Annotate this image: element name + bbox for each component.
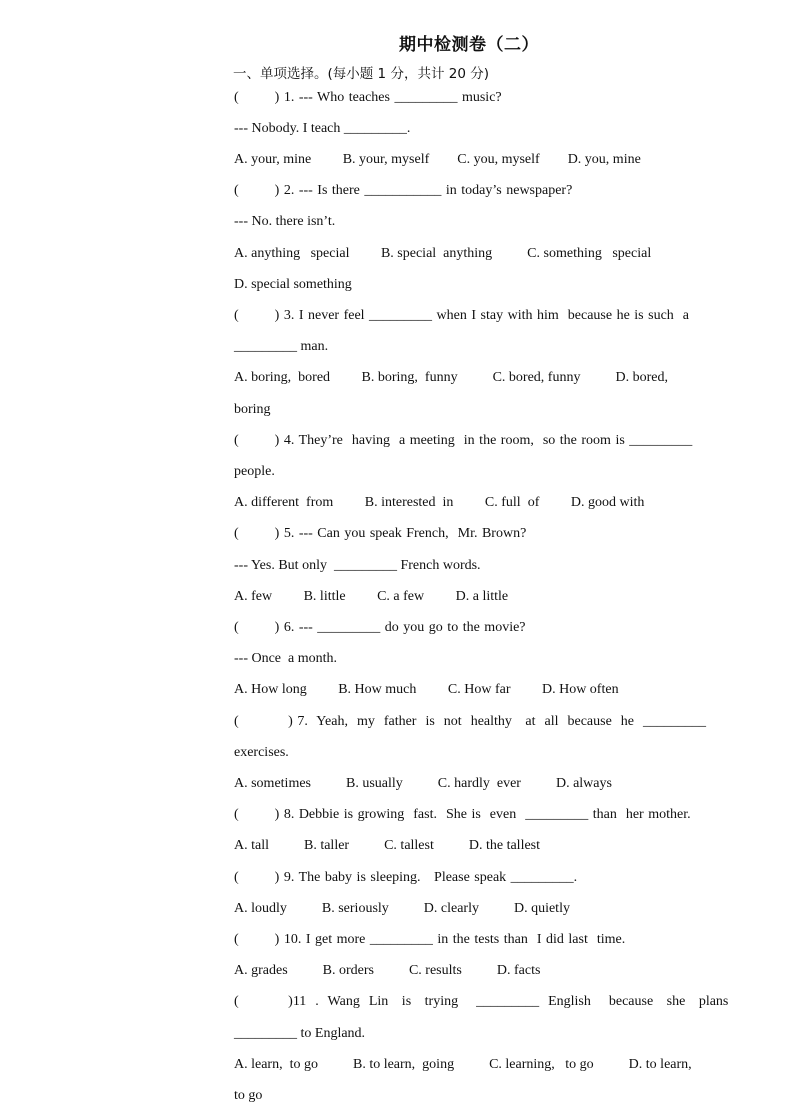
question-9-stem: ( ) 9. The baby is sleeping. Please speak _________. (234, 870, 578, 885)
question-8-stem: ( ) 8. Debbie is growing fast. She is even _________ than her mother. (234, 807, 691, 822)
question-3-options: A. boring, bored B. boring, funny C. bored, funny D. bored, (234, 370, 668, 385)
question-6-stem: ( ) 6. --- _________ do you go to the movie? (234, 620, 526, 635)
question-3-options-cont: boring (234, 402, 271, 417)
question-4-stem: ( ) 4. They’re having a meeting in the room, so the room is _________ (234, 433, 693, 448)
question-11-options: A. learn, to go B. to learn, going C. learning, to go D. to learn, (234, 1057, 692, 1072)
question-6-options: A. How long B. How much C. How far D. How often (234, 682, 619, 697)
question-4-options: A. different from B. interested in C. full of D. good with (234, 495, 645, 510)
question-2-dialogue: --- No. there isn’t. (234, 214, 336, 229)
question-4-stem-cont: people. (234, 464, 275, 479)
question-5-dialogue: --- Yes. But only _________ French words. (234, 558, 481, 573)
question-1-dialogue: --- Nobody. I teach _________. (234, 121, 411, 136)
question-6-dialogue: --- Once a month. (234, 651, 338, 666)
question-5-options: A. few B. little C. a few D. a little (234, 589, 509, 604)
question-7-stem-cont: exercises. (234, 745, 289, 760)
question-9-options: A. loudly B. seriously D. clearly D. quietly (234, 901, 570, 916)
question-10-stem: ( ) 10. I get more _________ in the tests than I did last time. (234, 932, 626, 947)
question-11-stem-cont: _________ to England. (234, 1026, 366, 1041)
question-5-stem: ( ) 5. --- Can you speak French, Mr. Brown? (234, 526, 527, 541)
question-2-options: A. anything special B. special anything C. something special (234, 246, 652, 261)
question-1-options: A. your, mine B. your, myself C. you, myself D. you, mine (234, 152, 641, 167)
question-11-options-cont: to go (234, 1088, 263, 1103)
question-3-stem-cont: _________ man. (234, 339, 329, 354)
question-11-stem: ( )11 . Wang Lin is trying _________ English because she plans (234, 994, 729, 1009)
question-7-options: A. sometimes B. usually C. hardly ever D. always (234, 776, 612, 791)
section-heading: 一、单项选择。(每小题 1 分，共计 20 分) (233, 66, 489, 82)
question-1-stem: ( ) 1. --- Who teaches _________ music? (234, 90, 502, 105)
page-title: 期中检测卷（二） (399, 35, 539, 55)
question-8-options: A. tall B. taller C. tallest D. the tallest (234, 838, 541, 853)
question-2-stem: ( ) 2. --- Is there ___________ in today’s newspaper? (234, 183, 573, 198)
question-10-options: A. grades B. orders C. results D. facts (234, 963, 541, 978)
question-3-stem: ( ) 3. I never feel _________ when I stay with him because he is such a (234, 308, 689, 323)
question-2-options-cont: D. special something (234, 277, 352, 292)
question-7-stem: ( ) 7. Yeah, my father is not healthy at all because he _________ (234, 714, 707, 729)
